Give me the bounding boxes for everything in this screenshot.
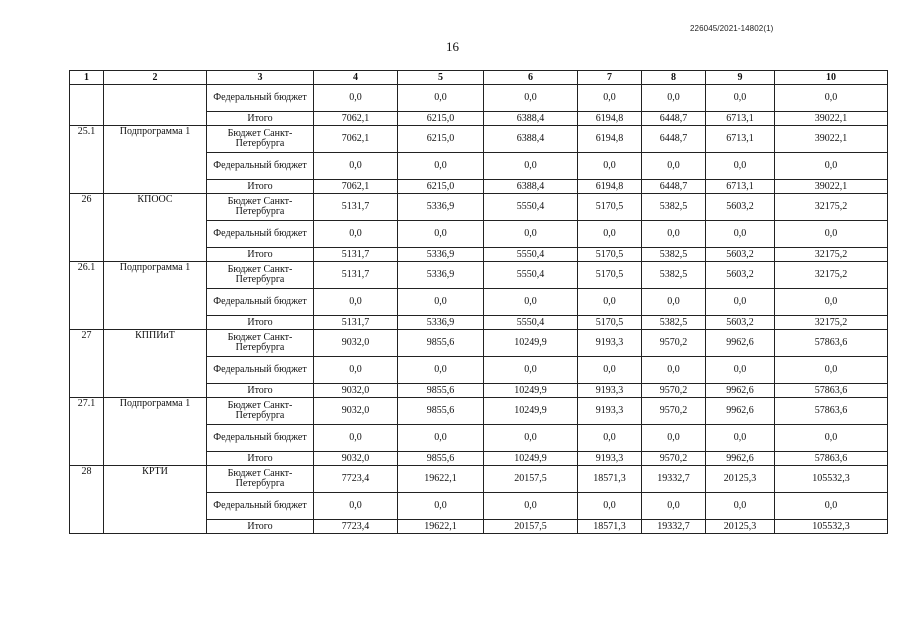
value-cell: 0,0 [578, 425, 642, 452]
value-cell: 5603,2 [706, 194, 775, 221]
value-cell: 5131,7 [314, 194, 398, 221]
value-cell: 9570,2 [642, 330, 706, 357]
value-cell: 0,0 [484, 85, 578, 112]
value-cell: 7723,4 [314, 466, 398, 493]
table-row [70, 194, 888, 221]
value-cell: 5336,9 [398, 262, 484, 289]
funding-source: Федеральный бюджет [207, 153, 314, 180]
value-cell: 5382,5 [642, 248, 706, 262]
value-cell: 0,0 [314, 357, 398, 384]
value-cell: 6194,8 [578, 126, 642, 153]
value-cell: 5382,5 [642, 316, 706, 330]
value-cell: 19332,7 [642, 466, 706, 493]
value-cell: 10249,9 [484, 384, 578, 398]
value-cell: 0,0 [578, 357, 642, 384]
header-row [70, 71, 888, 85]
value-cell: 39022,1 [775, 180, 888, 194]
value-cell: 0,0 [775, 289, 888, 316]
value-cell: 5336,9 [398, 316, 484, 330]
program-name [104, 85, 207, 126]
funding-source: Бюджет Санкт-Петербурга [207, 262, 314, 289]
table-row [70, 466, 888, 493]
value-cell: 9855,6 [398, 330, 484, 357]
value-cell: 9193,3 [578, 398, 642, 425]
value-cell: 0,0 [398, 85, 484, 112]
value-cell: 6388,4 [484, 112, 578, 126]
value-cell: 5336,9 [398, 194, 484, 221]
table-row [70, 398, 888, 425]
value-cell: 9962,6 [706, 398, 775, 425]
value-cell: 0,0 [642, 289, 706, 316]
table-row [70, 262, 888, 289]
value-cell: 9855,6 [398, 398, 484, 425]
value-cell: 5603,2 [706, 316, 775, 330]
value-cell: 57863,6 [775, 330, 888, 357]
value-cell: 0,0 [578, 289, 642, 316]
value-cell: 32175,2 [775, 316, 888, 330]
value-cell: 0,0 [578, 221, 642, 248]
value-cell: 105532,3 [775, 466, 888, 493]
column-header: 9 [706, 71, 775, 85]
value-cell: 9032,0 [314, 384, 398, 398]
value-cell: 0,0 [642, 153, 706, 180]
value-cell: 0,0 [484, 493, 578, 520]
value-cell: 7062,1 [314, 126, 398, 153]
table-row [70, 126, 888, 153]
column-header: 4 [314, 71, 398, 85]
value-cell: 5131,7 [314, 262, 398, 289]
funding-source: Федеральный бюджет [207, 221, 314, 248]
value-cell: 32175,2 [775, 194, 888, 221]
value-cell: 0,0 [706, 221, 775, 248]
value-cell: 9193,3 [578, 384, 642, 398]
table-row [70, 85, 888, 112]
value-cell: 0,0 [642, 85, 706, 112]
row-number: 25.1 [70, 126, 104, 194]
value-cell: 39022,1 [775, 126, 888, 153]
value-cell: 9032,0 [314, 452, 398, 466]
funding-source: Федеральный бюджет [207, 493, 314, 520]
value-cell: 0,0 [706, 289, 775, 316]
value-cell: 0,0 [775, 493, 888, 520]
value-cell: 5131,7 [314, 316, 398, 330]
value-cell: 32175,2 [775, 248, 888, 262]
value-cell: 19622,1 [398, 466, 484, 493]
funding-source: Бюджет Санкт-Петербурга [207, 398, 314, 425]
value-cell: 105532,3 [775, 520, 888, 534]
program-name: Подпрограмма 1 [104, 398, 207, 466]
value-cell: 20125,3 [706, 520, 775, 534]
value-cell: 7723,4 [314, 520, 398, 534]
value-cell: 0,0 [775, 85, 888, 112]
program-name: КПООС [104, 194, 207, 262]
funding-source: Итого [207, 520, 314, 534]
value-cell: 0,0 [484, 425, 578, 452]
value-cell: 10249,9 [484, 330, 578, 357]
value-cell: 0,0 [398, 425, 484, 452]
funding-source: Итого [207, 248, 314, 262]
value-cell: 0,0 [398, 221, 484, 248]
value-cell: 9570,2 [642, 398, 706, 425]
value-cell: 6448,7 [642, 112, 706, 126]
value-cell: 6713,1 [706, 126, 775, 153]
funding-source: Итого [207, 112, 314, 126]
value-cell: 5170,5 [578, 248, 642, 262]
funding-source: Федеральный бюджет [207, 85, 314, 112]
value-cell: 5603,2 [706, 262, 775, 289]
value-cell: 5170,5 [578, 262, 642, 289]
value-cell: 0,0 [706, 493, 775, 520]
column-header: 6 [484, 71, 578, 85]
value-cell: 0,0 [775, 425, 888, 452]
value-cell: 5382,5 [642, 262, 706, 289]
value-cell: 0,0 [314, 153, 398, 180]
value-cell: 18571,3 [578, 466, 642, 493]
funding-source: Итого [207, 452, 314, 466]
column-header: 7 [578, 71, 642, 85]
value-cell: 5382,5 [642, 194, 706, 221]
value-cell: 39022,1 [775, 112, 888, 126]
value-cell: 5603,2 [706, 248, 775, 262]
page-number: 16 [446, 39, 459, 54]
value-cell: 6448,7 [642, 180, 706, 194]
row-number [70, 85, 104, 126]
value-cell: 9032,0 [314, 398, 398, 425]
value-cell: 6713,1 [706, 112, 775, 126]
value-cell: 5336,9 [398, 248, 484, 262]
value-cell: 0,0 [314, 289, 398, 316]
value-cell: 6388,4 [484, 126, 578, 153]
value-cell: 20157,5 [484, 520, 578, 534]
value-cell: 0,0 [775, 153, 888, 180]
value-cell: 6713,1 [706, 180, 775, 194]
value-cell: 0,0 [484, 221, 578, 248]
table-body [70, 71, 888, 534]
value-cell: 0,0 [314, 493, 398, 520]
value-cell: 9032,0 [314, 330, 398, 357]
value-cell: 0,0 [484, 357, 578, 384]
program-name: КРТИ [104, 466, 207, 534]
value-cell: 9962,6 [706, 330, 775, 357]
column-header: 1 [70, 71, 104, 85]
value-cell: 9570,2 [642, 452, 706, 466]
funding-source: Бюджет Санкт-Петербурга [207, 194, 314, 221]
value-cell: 0,0 [398, 357, 484, 384]
funding-source: Федеральный бюджет [207, 357, 314, 384]
value-cell: 0,0 [314, 221, 398, 248]
value-cell: 6194,8 [578, 112, 642, 126]
value-cell: 0,0 [314, 85, 398, 112]
value-cell: 0,0 [642, 425, 706, 452]
value-cell: 9193,3 [578, 330, 642, 357]
budget-table [69, 70, 888, 534]
funding-source: Бюджет Санкт-Петербурга [207, 126, 314, 153]
value-cell: 57863,6 [775, 384, 888, 398]
value-cell: 9855,6 [398, 452, 484, 466]
column-header: 8 [642, 71, 706, 85]
value-cell: 5131,7 [314, 248, 398, 262]
value-cell: 6215,0 [398, 180, 484, 194]
value-cell: 6215,0 [398, 126, 484, 153]
value-cell: 0,0 [706, 357, 775, 384]
value-cell: 5550,4 [484, 262, 578, 289]
funding-source: Итого [207, 180, 314, 194]
row-number: 28 [70, 466, 104, 534]
value-cell: 0,0 [398, 493, 484, 520]
value-cell: 0,0 [398, 289, 484, 316]
value-cell: 0,0 [484, 289, 578, 316]
value-cell: 20125,3 [706, 466, 775, 493]
value-cell: 5170,5 [578, 316, 642, 330]
value-cell: 6215,0 [398, 112, 484, 126]
funding-source: Федеральный бюджет [207, 425, 314, 452]
value-cell: 0,0 [775, 357, 888, 384]
value-cell: 0,0 [484, 153, 578, 180]
value-cell: 9962,6 [706, 452, 775, 466]
program-name: КППИиТ [104, 330, 207, 398]
value-cell: 7062,1 [314, 180, 398, 194]
table-row [70, 330, 888, 357]
column-header: 2 [104, 71, 207, 85]
value-cell: 57863,6 [775, 398, 888, 425]
value-cell: 32175,2 [775, 262, 888, 289]
value-cell: 0,0 [314, 425, 398, 452]
value-cell: 5550,4 [484, 316, 578, 330]
value-cell: 0,0 [578, 493, 642, 520]
value-cell: 10249,9 [484, 452, 578, 466]
document-id: 226045/2021-14802(1) [690, 24, 774, 33]
funding-source: Федеральный бюджет [207, 289, 314, 316]
column-header: 3 [207, 71, 314, 85]
column-header: 5 [398, 71, 484, 85]
row-number: 26.1 [70, 262, 104, 330]
column-header: 10 [775, 71, 888, 85]
funding-source: Итого [207, 316, 314, 330]
value-cell: 0,0 [706, 85, 775, 112]
value-cell: 0,0 [578, 85, 642, 112]
value-cell: 6388,4 [484, 180, 578, 194]
value-cell: 18571,3 [578, 520, 642, 534]
value-cell: 6448,7 [642, 126, 706, 153]
program-name: Подпрограмма 1 [104, 126, 207, 194]
value-cell: 0,0 [706, 153, 775, 180]
funding-source: Бюджет Санкт-Петербурга [207, 330, 314, 357]
value-cell: 9962,6 [706, 384, 775, 398]
value-cell: 19622,1 [398, 520, 484, 534]
value-cell: 6194,8 [578, 180, 642, 194]
row-number: 26 [70, 194, 104, 262]
value-cell: 0,0 [642, 493, 706, 520]
value-cell: 10249,9 [484, 398, 578, 425]
value-cell: 0,0 [775, 221, 888, 248]
value-cell: 0,0 [642, 221, 706, 248]
row-number: 27 [70, 330, 104, 398]
value-cell: 0,0 [706, 425, 775, 452]
value-cell: 5170,5 [578, 194, 642, 221]
value-cell: 9193,3 [578, 452, 642, 466]
value-cell: 57863,6 [775, 452, 888, 466]
value-cell: 5550,4 [484, 194, 578, 221]
value-cell: 7062,1 [314, 112, 398, 126]
row-number: 27.1 [70, 398, 104, 466]
funding-source: Бюджет Санкт-Петербурга [207, 466, 314, 493]
program-name: Подпрограмма 1 [104, 262, 207, 330]
value-cell: 9570,2 [642, 384, 706, 398]
value-cell: 0,0 [398, 153, 484, 180]
value-cell: 0,0 [642, 357, 706, 384]
value-cell: 0,0 [578, 153, 642, 180]
value-cell: 20157,5 [484, 466, 578, 493]
funding-source: Итого [207, 384, 314, 398]
value-cell: 9855,6 [398, 384, 484, 398]
value-cell: 19332,7 [642, 520, 706, 534]
value-cell: 5550,4 [484, 248, 578, 262]
